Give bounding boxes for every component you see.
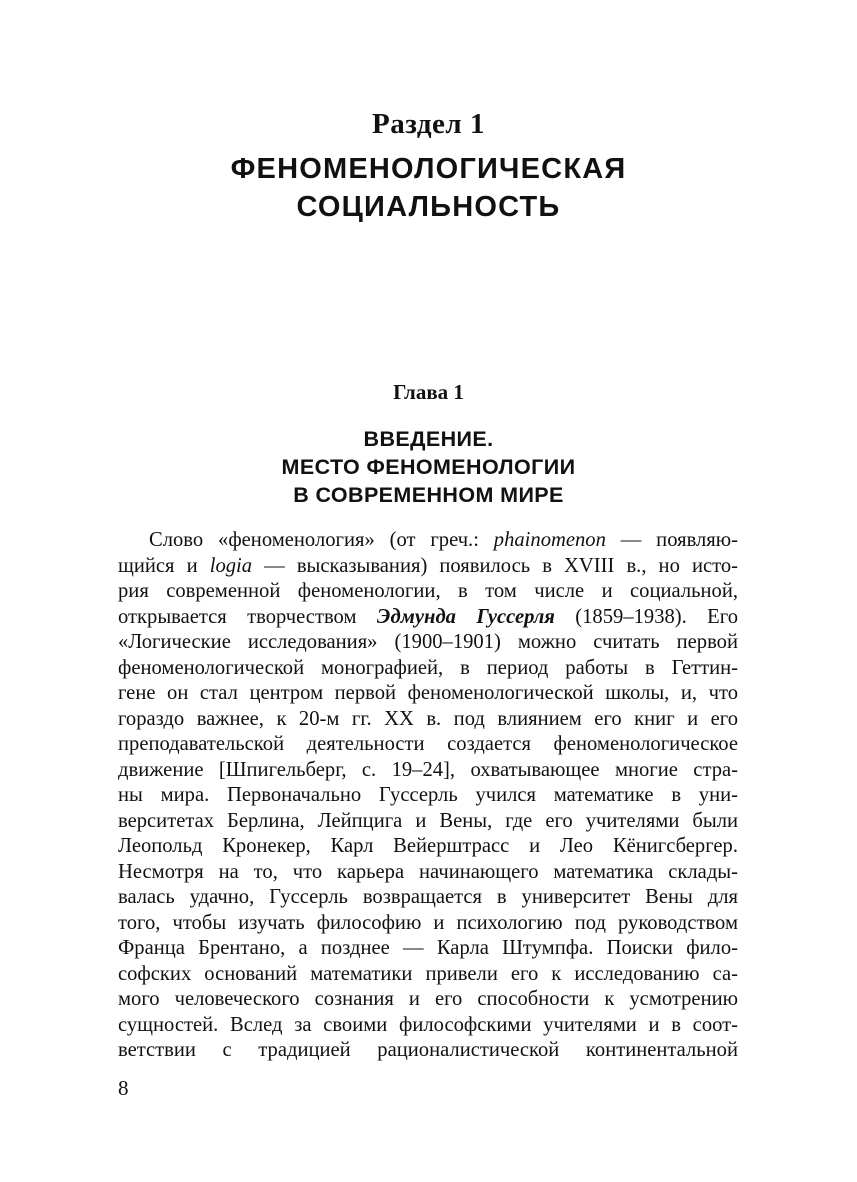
text-line: открывается творчеством Эдмунда Гуссерля (1859–1938). Его [118,605,738,628]
text-line: ны мира. Первоначально Гуссерль учился математике в уни- [118,784,738,806]
section-title-line: ФЕНОМЕНОЛОГИЧЕСКАЯ [230,153,627,185]
text-line: щийся и logia — высказывания) появилось в XVIII в., но исто- [118,554,738,577]
text-line: того, чтобы изучать философию и психологию под руководством [118,911,738,934]
chapter-title [0,425,857,509]
text-line: движение [Шпигельберг, с. 19–24], охватывающее многие стра- [118,758,738,781]
text-line: софских оснований математики привели его к исследованию са- [118,962,738,985]
text-line: верситетах Берлина, Лейпцига и Вены, где его учителями были [118,809,738,832]
text-line: Леопольд Кронекер, Карл Вейерштрасс и Лео Кёнигсбергер. [118,835,738,857]
body-paragraph [118,528,738,1064]
text-line: валась удачно, Гуссерль возвращается в университет Вены для [118,886,738,908]
text-line: рия современной феноменологии, в том числе и социальной, [118,580,738,602]
text-line: мого человеческого сознания и его способности к усмотрению [118,988,738,1010]
text-line: Франца Брентано, а позднее — Карла Штумпфа. Поиски фило- [118,937,738,959]
section-title [0,150,857,226]
text-line: Слово «феноменология» (от греч.: phainomenon — появляю- [149,529,738,551]
text-line: сущностей. Вслед за своими философскими учителями и в соот- [118,1013,738,1036]
text-line: преподавательской деятельности создается феноменологическое [118,733,738,755]
text-line: феноменологической монографией, в период работы в Геттин- [118,656,738,679]
chapter-title-line: МЕСТО ФЕНОМЕНОЛОГИИ [281,455,576,479]
greek-term: logia [209,554,253,577]
text-line: Несмотря на то, что карьера начинающего математика склады- [118,860,738,883]
section-label: Раздел 1 [372,108,485,140]
chapter-label: Глава 1 [393,380,464,404]
text-line: ветствии с традицией рационалистической континентальной [118,1039,738,1061]
section-title-line: СОЦИАЛЬНОСТЬ [296,191,561,223]
chapter-title-line: ВВЕДЕНИЕ. [363,427,494,451]
greek-term: phainomenon [493,529,606,551]
text-line: «Логические исследования» (1900–1901) можно считать первой [118,631,738,653]
page-number: 8 [118,1076,129,1100]
chapter-title-line: В СОВРЕМЕННОМ МИРЕ [293,483,564,507]
text-line: гене он стал центром первой феноменологической школы, и, что [118,682,738,704]
text-line: гораздо важнее, к 20-м гг. XX в. под влиянием его книг и его [118,707,738,730]
author-name: Эдмунда Гуссерля [376,605,555,628]
